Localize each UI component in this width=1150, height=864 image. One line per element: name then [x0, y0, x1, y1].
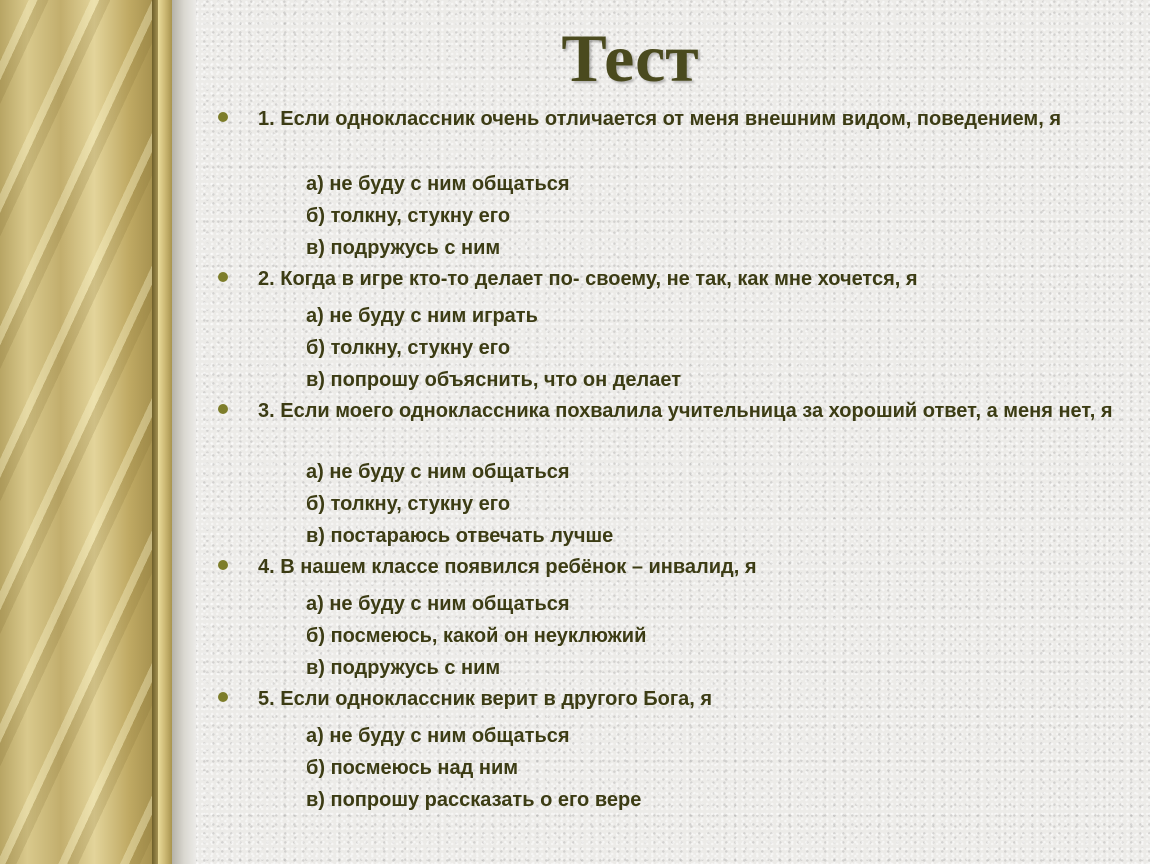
question-block-5	[214, 684, 1114, 816]
answer-options	[214, 300, 1114, 396]
question-text: 3. Если моего одноклассника похвалила учительница за хороший ответ, а меня нет, я	[258, 400, 1113, 422]
bullet-icon	[218, 112, 228, 122]
answer-options	[214, 588, 1114, 684]
answer-options	[214, 168, 1114, 264]
answer-option: б) толкну, стукну его	[306, 205, 511, 227]
answer-options	[214, 456, 1114, 552]
border-bar-gold	[158, 0, 172, 864]
slide-title: Тест	[561, 20, 699, 96]
bullet-icon	[218, 560, 228, 570]
bullet-icon	[218, 404, 228, 414]
question-text: 5. Если одноклассник верит в другого Бога, я	[258, 688, 713, 710]
question-list	[214, 104, 1114, 816]
question-4	[214, 552, 1114, 588]
answer-option: б) толкну, стукну его	[306, 337, 511, 359]
answer-option: а) не буду с ним общаться	[306, 593, 570, 615]
question-block-3	[214, 396, 1114, 552]
border-bar-shadow	[172, 0, 196, 864]
question-block-1	[214, 104, 1114, 264]
answer-option: б) толкну, стукну его	[306, 493, 511, 515]
decorative-side-border	[0, 0, 196, 864]
question-3	[214, 396, 1114, 456]
answer-option: а) не буду с ним общаться	[306, 461, 570, 483]
question-block-4	[214, 552, 1114, 684]
answer-option: в) попрошу объяснить, что он делает	[306, 369, 681, 391]
question-2	[214, 264, 1114, 300]
gold-striped-panel	[0, 0, 152, 864]
question-text: 1. Если одноклассник очень отличается от меня внешним видом, поведением, я	[258, 108, 1061, 130]
answer-option: в) попрошу рассказать о его вере	[306, 789, 642, 811]
question-block-2	[214, 264, 1114, 396]
answer-option: в) постараюсь отвечать лучше	[306, 525, 614, 547]
answer-option: б) посмеюсь над ним	[306, 757, 519, 779]
answer-option: а) не буду с ним играть	[306, 305, 538, 327]
question-text: 2. Когда в игре кто-то делает по- своему, не так, как мне хочется, я	[258, 268, 918, 290]
question-5	[214, 684, 1114, 720]
bullet-icon	[218, 272, 228, 282]
bullet-icon	[218, 692, 228, 702]
answer-options	[214, 720, 1114, 816]
question-text: 4. В нашем классе появился ребёнок – инвалид, я	[258, 556, 757, 578]
question-1	[214, 104, 1114, 164]
answer-option: а) не буду с ним общаться	[306, 173, 570, 195]
answer-option: б) посмеюсь, какой он неуклюжий	[306, 625, 647, 647]
answer-option: а) не буду с ним общаться	[306, 725, 570, 747]
answer-option: в) подружусь с ним	[306, 237, 501, 259]
answer-option: в) подружусь с ним	[306, 657, 501, 679]
